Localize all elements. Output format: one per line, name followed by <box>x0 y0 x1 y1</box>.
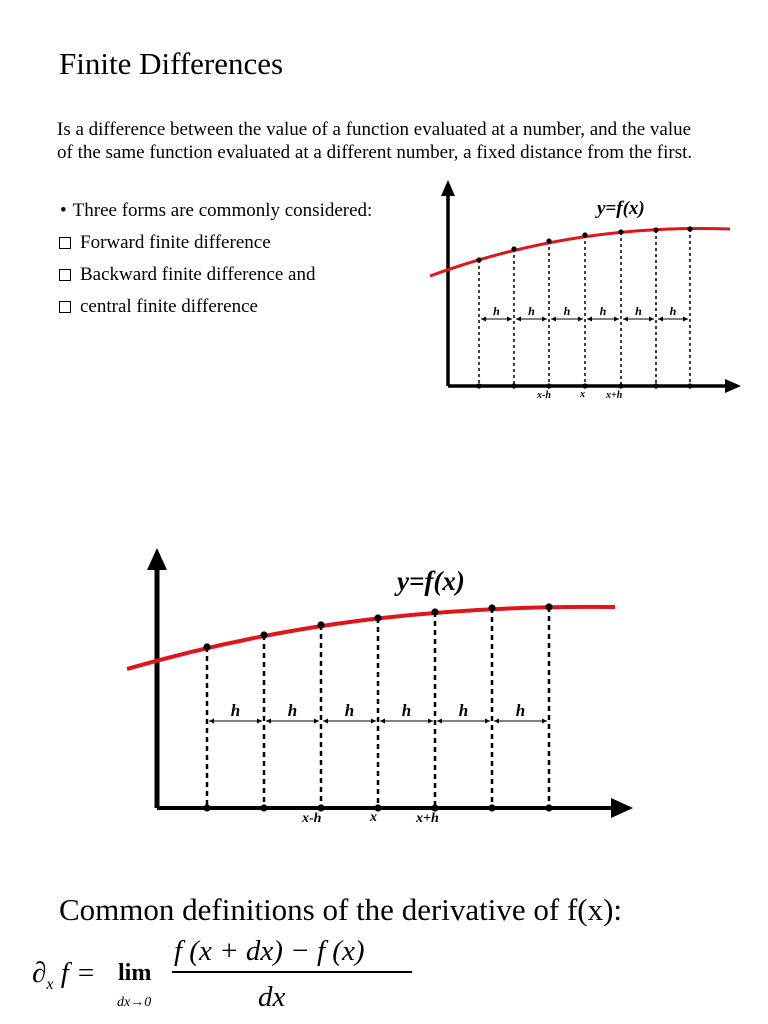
arrow-left-icon <box>437 719 442 724</box>
partial-symbol: ∂ <box>32 957 47 989</box>
axis-point <box>260 804 267 811</box>
limit-subscript: dx→0 <box>117 995 152 1010</box>
formula-lhs <box>32 956 96 1002</box>
tick-label-x-minus-h: x-h <box>302 811 322 826</box>
arrow-right-icon <box>485 719 490 724</box>
axis-point <box>545 804 552 811</box>
curve-point <box>488 604 495 611</box>
tick-label-x-plus-h: x+h <box>416 811 439 826</box>
formula-lhs-rest: f = <box>60 957 96 989</box>
step-label-h: h <box>669 304 677 318</box>
formula-numerator: f (x + dx) − f (x) <box>174 935 365 967</box>
definitions-heading: Common definitions of the derivative of f(x): <box>59 892 623 927</box>
step-label-h: h <box>401 701 412 720</box>
arrow-right-icon <box>611 798 633 818</box>
step-label-h: h <box>493 304 500 318</box>
step-label-h: h <box>599 304 607 318</box>
arrow-right-icon <box>428 719 433 724</box>
arrow-left-icon <box>266 719 271 724</box>
bullet-dot-icon: • <box>60 200 67 221</box>
diagram-axes <box>147 548 633 818</box>
step-label-h: h <box>563 304 571 318</box>
arrow-left-icon <box>494 719 499 724</box>
partial-subscript: x <box>46 975 54 993</box>
page-title: Finite Differences <box>59 46 284 81</box>
form-label-central: central finite difference <box>80 296 258 317</box>
step-label-h: h <box>458 701 469 720</box>
arrow-up-icon <box>147 548 167 570</box>
step-label-h: h <box>230 701 241 720</box>
limit-operator: lim <box>118 960 152 986</box>
arrow-right-icon <box>314 719 319 724</box>
arrow-right-icon <box>257 719 262 724</box>
arrow-left-icon <box>209 719 214 724</box>
arrow-left-icon <box>380 719 385 724</box>
tick-label-x-minus-h: x-h <box>537 390 551 401</box>
curve-point <box>203 643 210 650</box>
tick-label-x: x <box>580 389 585 400</box>
step-label-h: h <box>528 304 535 318</box>
formula-denominator: dx <box>258 981 286 1013</box>
step-label-h: h <box>287 701 298 720</box>
curve-label: y=f(x) <box>597 198 645 219</box>
form-label-forward: Forward finite difference <box>80 232 271 253</box>
function-curve <box>127 607 615 669</box>
arrow-right-icon <box>371 719 376 724</box>
step-label-h: h <box>635 304 642 318</box>
curve-label: y=f(x) <box>397 566 465 596</box>
curve-point <box>317 621 324 628</box>
curve-point <box>260 631 267 638</box>
fraction-bar <box>172 971 412 973</box>
bullet-main-text: Three forms are commonly considered: <box>72 200 373 221</box>
step-label-h: h <box>515 701 526 720</box>
form-label-backward: Backward finite difference and <box>80 264 316 285</box>
intro-paragraph: Is a difference between the value of a function evaluated at a number, and the value of the same function evaluated at a different number, a fixed distance from the first. <box>57 119 693 163</box>
arrow-left-icon <box>323 719 328 724</box>
axis-point <box>488 804 495 811</box>
tick-label-x-plus-h: x+h <box>606 390 623 401</box>
arrow-right-icon <box>542 719 547 724</box>
curve-point <box>431 608 438 615</box>
curve-point <box>374 614 381 621</box>
axis-point <box>203 804 210 811</box>
curve-point <box>545 603 552 610</box>
tick-label-x: x <box>370 810 377 825</box>
step-label-h: h <box>344 701 355 720</box>
